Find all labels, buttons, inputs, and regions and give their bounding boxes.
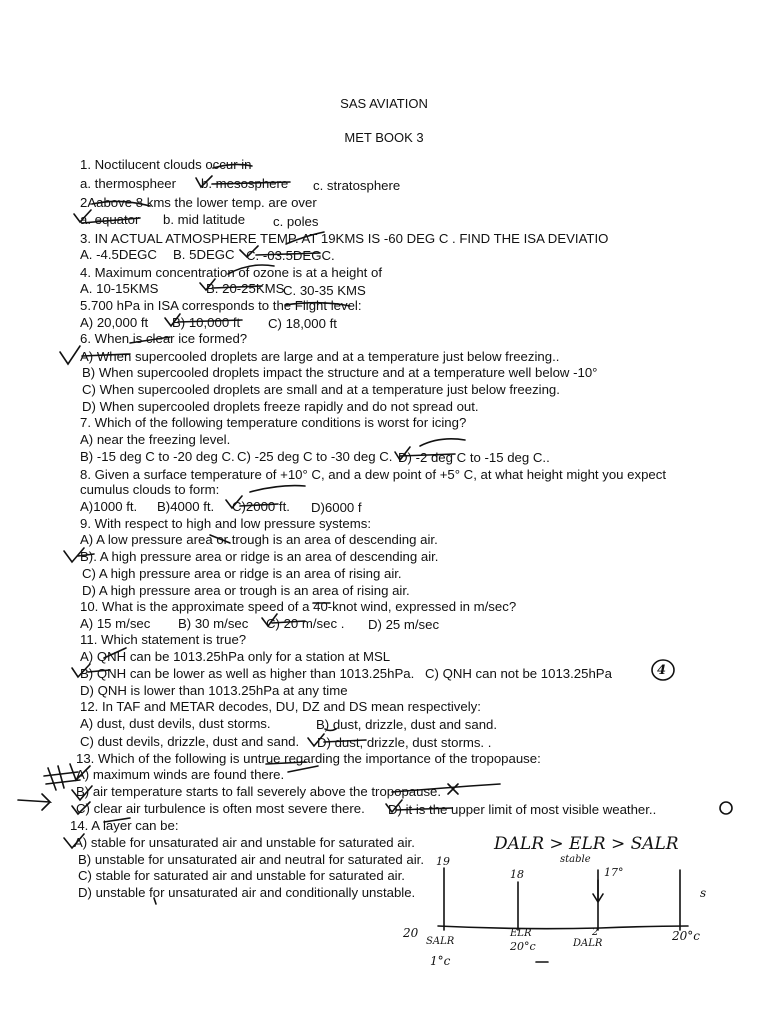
option-13a: A) maximum winds are found there. — [76, 767, 285, 782]
handwritten-stable-note: stable — [560, 854, 591, 865]
option-9d: D) A high pressure area or trough is an area of rising air. — [82, 583, 410, 598]
option-3a: A. -4.5DEGC — [80, 247, 157, 262]
handwritten-circled-4: 4 — [657, 663, 667, 678]
question-14: 14. A layer can be: — [70, 818, 179, 833]
question-2: 2Aabove 8 kms the lower temp. are over — [80, 195, 317, 210]
option-11b: B) QNH can be lower as well as higher than 1013.25hPa. — [80, 666, 415, 681]
option-14d: D) unstable for unsaturated air and conditionally unstable. — [78, 885, 416, 900]
option-8a: A)1000 ft. — [80, 499, 138, 514]
option-6c: C) When supercooled droplets are small and at a temperature just below freezing. — [82, 382, 560, 397]
handwritten-18: 18 — [510, 868, 524, 881]
option-5b: B) 10,000 ft — [172, 315, 241, 330]
option-12c: C) dust devils, drizzle, dust and sand. — [80, 734, 300, 749]
option-9c: C) A high pressure area or ridge is an area of rising air. — [82, 566, 402, 581]
question-1: 1. Noctilucent clouds occur in — [80, 157, 252, 172]
document-subtitle: MET BOOK 3 — [344, 130, 424, 145]
option-14a: A) stable for unsaturated air and unstable for saturated air. — [74, 835, 415, 850]
handwritten-salr-bottom: SALR — [426, 936, 455, 947]
handwritten-19: 19 — [436, 855, 450, 868]
question-13: 13. Which of the following is untrue regarding the importance of the tropopause: — [76, 751, 541, 766]
question-8: 8. Given a surface temperature of +10° C, and a dew point of +5° C, at what height might you expect — [80, 467, 667, 482]
handwritten-20c-b: 20°c — [672, 929, 700, 943]
option-6b: B) When supercooled droplets impact the structure and at a temperature well below -10° — [82, 365, 598, 380]
question-11: 11. Which statement is true? — [80, 632, 247, 647]
question-12: 12. In TAF and METAR decodes, DU, DZ and DS mean respectively: — [80, 699, 481, 714]
option-5c: C) 18,000 ft — [268, 316, 337, 331]
option-10a: A) 15 m/sec — [80, 616, 151, 631]
handwritten-20c-a: 20°c — [510, 940, 536, 953]
option-5a: A) 20,000 ft — [80, 315, 149, 330]
option-2c: c. poles — [273, 214, 319, 229]
option-7d: D) -2 deg C to -15 deg C.. — [398, 450, 550, 465]
handwritten-20-left: 20 — [403, 926, 419, 940]
option-8d: D)6000 f — [311, 500, 362, 515]
option-4b: B. 20-25KMS — [206, 281, 285, 296]
option-13d: D) it is the upper limit of most visible weather.. — [388, 802, 657, 817]
option-14c: C) stable for saturated air and unstable for saturated air. — [78, 868, 405, 883]
option-9a: A) A low pressure area or trough is an area of descending air. — [80, 532, 438, 547]
option-13c: C) clear air turbulence is often most severe there. — [76, 801, 365, 816]
option-6d: D) When supercooled droplets freeze rapidly and do not spread out. — [82, 399, 479, 414]
option-14b: B) unstable for unsaturated air and neutral for saturated air. — [78, 852, 425, 867]
option-7b: B) -15 deg C to -20 deg C. — [80, 449, 235, 464]
handwritten-elr-bottom: ELR — [510, 928, 532, 939]
option-1c: c. stratosphere — [313, 178, 401, 193]
option-10b: B) 30 m/sec — [178, 616, 249, 631]
option-3b: B. 5DEGC — [173, 247, 235, 262]
option-11d: D) QNH is lower than 1013.25hPa at any time — [80, 683, 348, 698]
option-12b: B) dust, drizzle, dust and sand. — [316, 717, 498, 732]
option-12a: A) dust, dust devils, dust storms. — [80, 716, 271, 731]
option-12d: D) dust, drizzle, dust storms. . — [317, 735, 492, 750]
option-9b: B). A high pressure area or ridge is an area of descending air. — [80, 549, 439, 564]
document-title: SAS AVIATION — [340, 96, 428, 111]
question-10: 10. What is the approximate speed of a 40-knot wind, expressed in m/sec? — [80, 599, 517, 614]
option-7a: A) near the freezing level. — [80, 432, 231, 447]
option-11c: C) QNH can not be 1013.25hPa — [425, 666, 612, 681]
option-3c: C. -03.5DEGC. — [246, 248, 335, 263]
question-8-cont: cumulus clouds to form: — [80, 482, 220, 497]
option-1b: b. mesosphere — [201, 176, 289, 191]
option-2b: b. mid latitude — [163, 212, 246, 227]
handwritten-dalr-bottom: DALR — [573, 938, 603, 949]
question-6: 6. When is clear ice formed? — [80, 331, 248, 346]
question-7: 7. Which of the following temperature conditions is worst for icing? — [80, 415, 467, 430]
handwritten-lapse-rates: DALR > ELR > SALR — [494, 834, 679, 854]
option-7c: C) -25 deg C to -30 deg C. — [237, 449, 393, 464]
option-4c: C. 30-35 KMS — [283, 283, 366, 298]
handwritten-2: 2 — [592, 927, 599, 938]
option-13b: B) air temperature starts to fall severely above the tropopause. — [76, 784, 442, 799]
option-8c: C)2000 ft. — [232, 499, 290, 514]
option-11a: A) QNH can be 1013.25hPa only for a station at MSL — [80, 649, 391, 664]
option-8b: B)4000 ft. — [157, 499, 215, 514]
handwritten-17: 17° — [604, 866, 624, 879]
option-10d: D) 25 m/sec — [368, 617, 440, 632]
question-5: 5.700 hPa in ISA corresponds to the Flight level: — [80, 298, 362, 313]
handwritten-s: s — [700, 886, 707, 900]
question-3: 3. IN ACTUAL ATMOSPHERE TEMP. AT 19KMS IS -60 DEG C . FIND THE ISA DEVIATIO — [80, 231, 609, 246]
option-4a: A. 10-15KMS — [80, 281, 159, 296]
question-4: 4. Maximum concentration of ozone is at a height of — [80, 265, 383, 280]
question-9: 9. With respect to high and low pressure systems: — [80, 516, 371, 531]
option-6a: A) When supercooled droplets are large and at a temperature just below freezing.. — [80, 349, 560, 364]
option-1a: a. thermospheer — [80, 176, 177, 191]
handwritten-1c: 1°c — [430, 954, 451, 968]
option-10c: C) 20 m/sec . — [266, 616, 345, 631]
option-2a: a. equator — [80, 212, 140, 227]
